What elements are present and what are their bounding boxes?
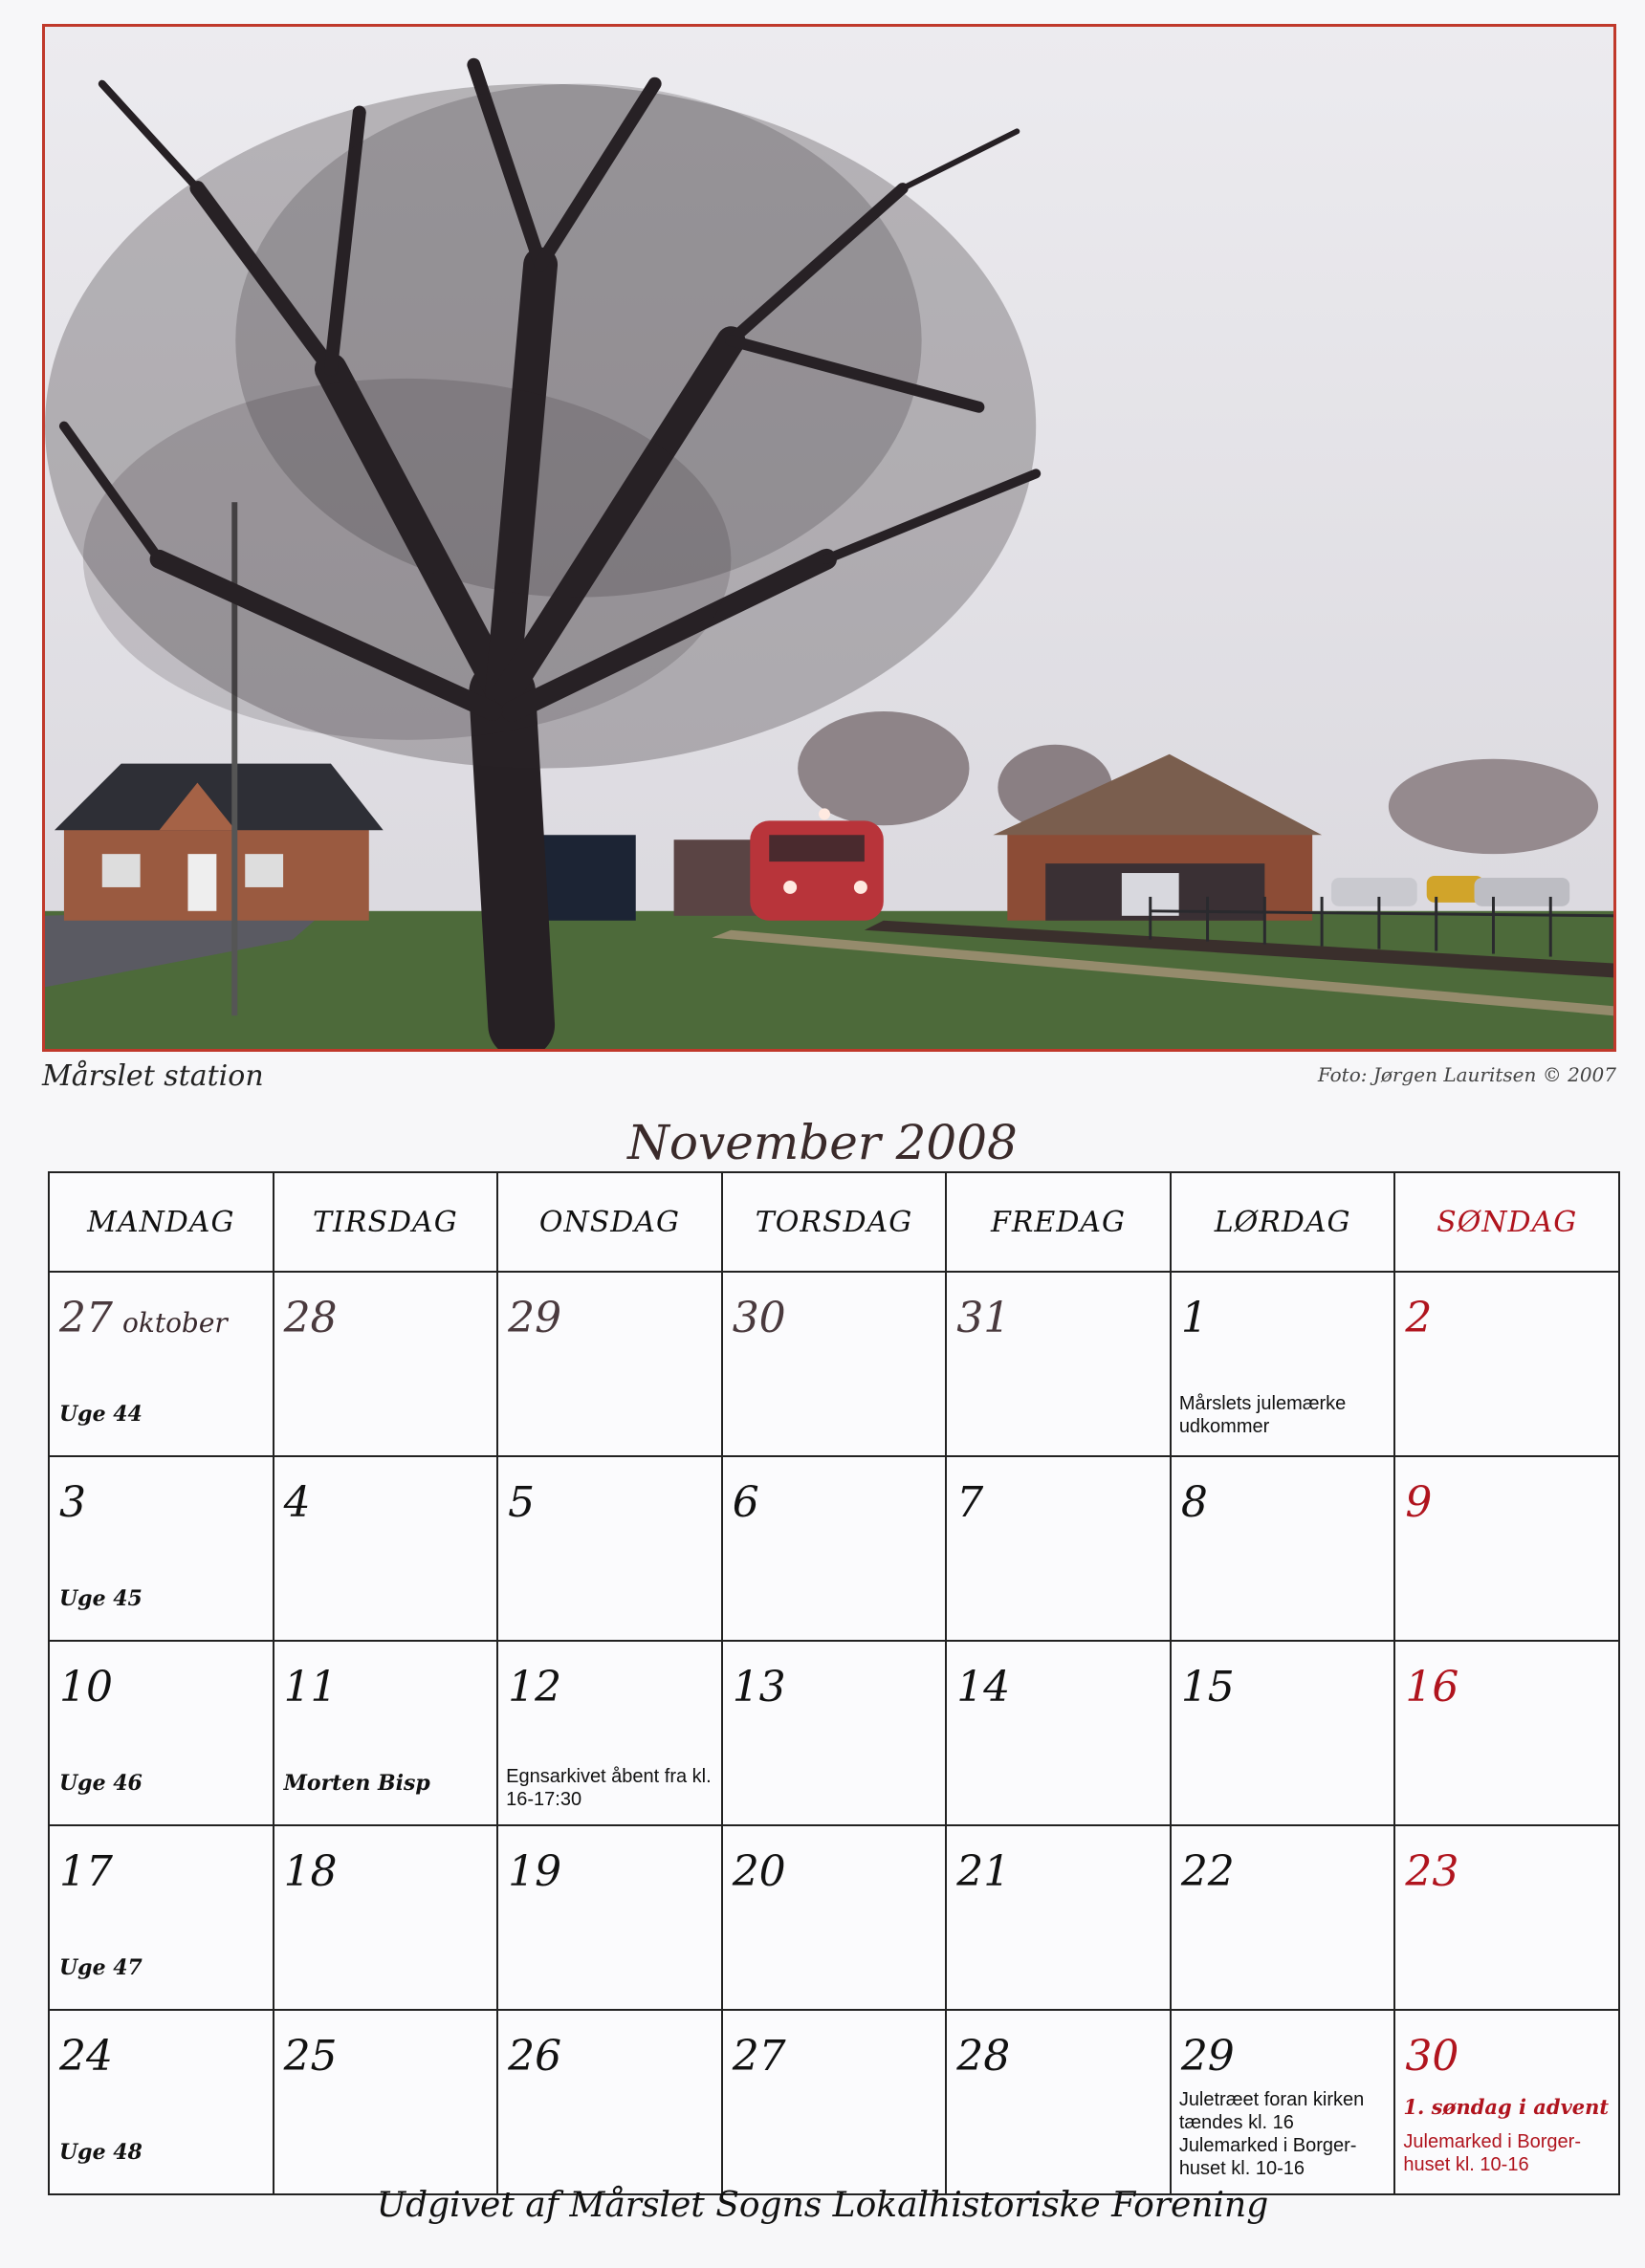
weekday-friday: FREDAG [946,1172,1171,1272]
day-cell-sunday [1394,1456,1619,1641]
event-note: Egnsarkivet åbent fra kl. 16-17:30 [506,1766,712,1810]
day-cell [1171,1825,1395,2010]
photo-caption: Mårslet station [42,1059,264,1093]
week-number-label: Uge 48 [59,2140,143,2165]
day-cell [1171,1456,1395,1641]
day-number: 29 [1180,2032,1235,2081]
weekday-tuesday: TIRSDAG [274,1172,498,1272]
day-number: 11 [283,1663,338,1712]
day-cell [722,1825,947,2010]
day-cell-sunday [1394,1272,1619,1456]
day-cell [49,1456,274,1641]
calendar-week-row [49,2010,1619,2194]
day-cell [497,2010,722,2194]
week-number-label: Uge 44 [59,1402,143,1427]
weekday-saturday: LØRDAG [1171,1172,1395,1272]
weekday-sunday: SØNDAG [1394,1172,1619,1272]
station-photo [42,24,1616,1052]
calendar-grid [48,1171,1620,2195]
publisher-footer: Udgivet af Mårslet Sogns Lokalhistoriske Forening [376,2186,1269,2225]
day-number: 12 [508,1663,562,1712]
day-number: 29 [508,1294,562,1342]
day-number: 27 [732,2032,786,2081]
day-number: 17 [59,1847,113,1896]
day-number: 2 [1405,1294,1433,1342]
day-number: 14 [956,1663,1011,1712]
day-cell [274,2010,498,2194]
day-cell [274,1456,498,1641]
day-number: 16 [1405,1663,1459,1712]
advent-label: 1. søndag i advent [1403,2095,1610,2119]
day-cell [1171,2010,1395,2194]
day-cell [274,1825,498,2010]
day-cell [946,1825,1171,2010]
calendar-title: November 2008 [627,1115,1018,1170]
day-number: 19 [508,1847,562,1896]
day-cell [1171,1641,1395,1825]
day-number: 21 [956,1847,1011,1896]
day-number: 6 [732,1478,759,1527]
day-number: 18 [283,1847,338,1896]
previous-month-label: oktober [122,1307,228,1339]
day-cell [946,1641,1171,1825]
week-number-label: Uge 47 [59,1955,143,1980]
day-number: 5 [508,1478,536,1527]
station-photo-illustration [45,27,1613,1049]
day-cell [49,1641,274,1825]
day-cell [722,1641,947,1825]
calendar-week-row [49,1456,1619,1641]
weekday-monday: MANDAG [49,1172,274,1272]
day-cell [497,1456,722,1641]
day-cell [497,1272,722,1456]
day-number: 13 [732,1663,786,1712]
event-note: Juletræet foran kirken tændes kl. 16 Julemarked i Borger-huset kl. 10-16 [1178,2089,1365,2179]
day-cell-sunday [1394,1641,1619,1825]
day-cell [722,1456,947,1641]
day-cell [1171,1272,1395,1456]
day-cell [722,2010,947,2194]
day-number: 27 [59,1294,113,1342]
day-number: 1 [1180,1294,1208,1342]
day-cell [49,1825,274,2010]
day-number: 9 [1405,1478,1433,1527]
day-number: 25 [283,2032,338,2081]
day-cell [49,2010,274,2194]
calendar-week-row [49,1272,1619,1456]
photo-credit: Foto: Jørgen Lauritsen © 2007 [1317,1063,1616,1086]
day-number: 26 [508,2032,562,2081]
day-cell [946,1456,1171,1641]
week-number-label: Uge 46 [59,1771,143,1796]
event-note: Mårslets julemærke udkommer [1178,1393,1347,1437]
day-number: 28 [956,2032,1011,2081]
day-number: 20 [732,1847,786,1896]
day-number: 7 [956,1478,984,1527]
day-cell [497,1641,722,1825]
day-number: 15 [1180,1663,1235,1712]
day-number: 4 [283,1478,311,1527]
day-cell-sunday [1394,2010,1619,2194]
week-number-label: Uge 45 [59,1586,143,1611]
day-cell [49,1272,274,1456]
weekday-header-row [49,1172,1619,1272]
day-number: 3 [59,1478,86,1527]
day-number: 30 [732,1294,786,1342]
day-cell [722,1272,947,1456]
day-cell-sunday [1394,1825,1619,2010]
day-cell [497,1825,722,2010]
day-number: 30 [1405,2032,1459,2081]
day-cell [274,1641,498,1825]
weekday-thursday: TORSDAG [722,1172,947,1272]
event-note: Julemarked i Borger-huset kl. 10-16 [1403,2131,1581,2175]
day-number: 10 [59,1663,113,1712]
day-number: 31 [956,1294,1011,1342]
day-cell [946,2010,1171,2194]
day-cell [946,1272,1171,1456]
saint-day-label: Morten Bisp [283,1771,430,1796]
day-number: 23 [1405,1847,1459,1896]
calendar-week-row [49,1641,1619,1825]
day-number: 28 [283,1294,338,1342]
day-number: 8 [1180,1478,1208,1527]
day-number: 24 [59,2032,113,2081]
day-number: 22 [1180,1847,1235,1896]
weekday-wednesday: ONSDAG [497,1172,722,1272]
day-cell [274,1272,498,1456]
calendar-week-row [49,1825,1619,2010]
